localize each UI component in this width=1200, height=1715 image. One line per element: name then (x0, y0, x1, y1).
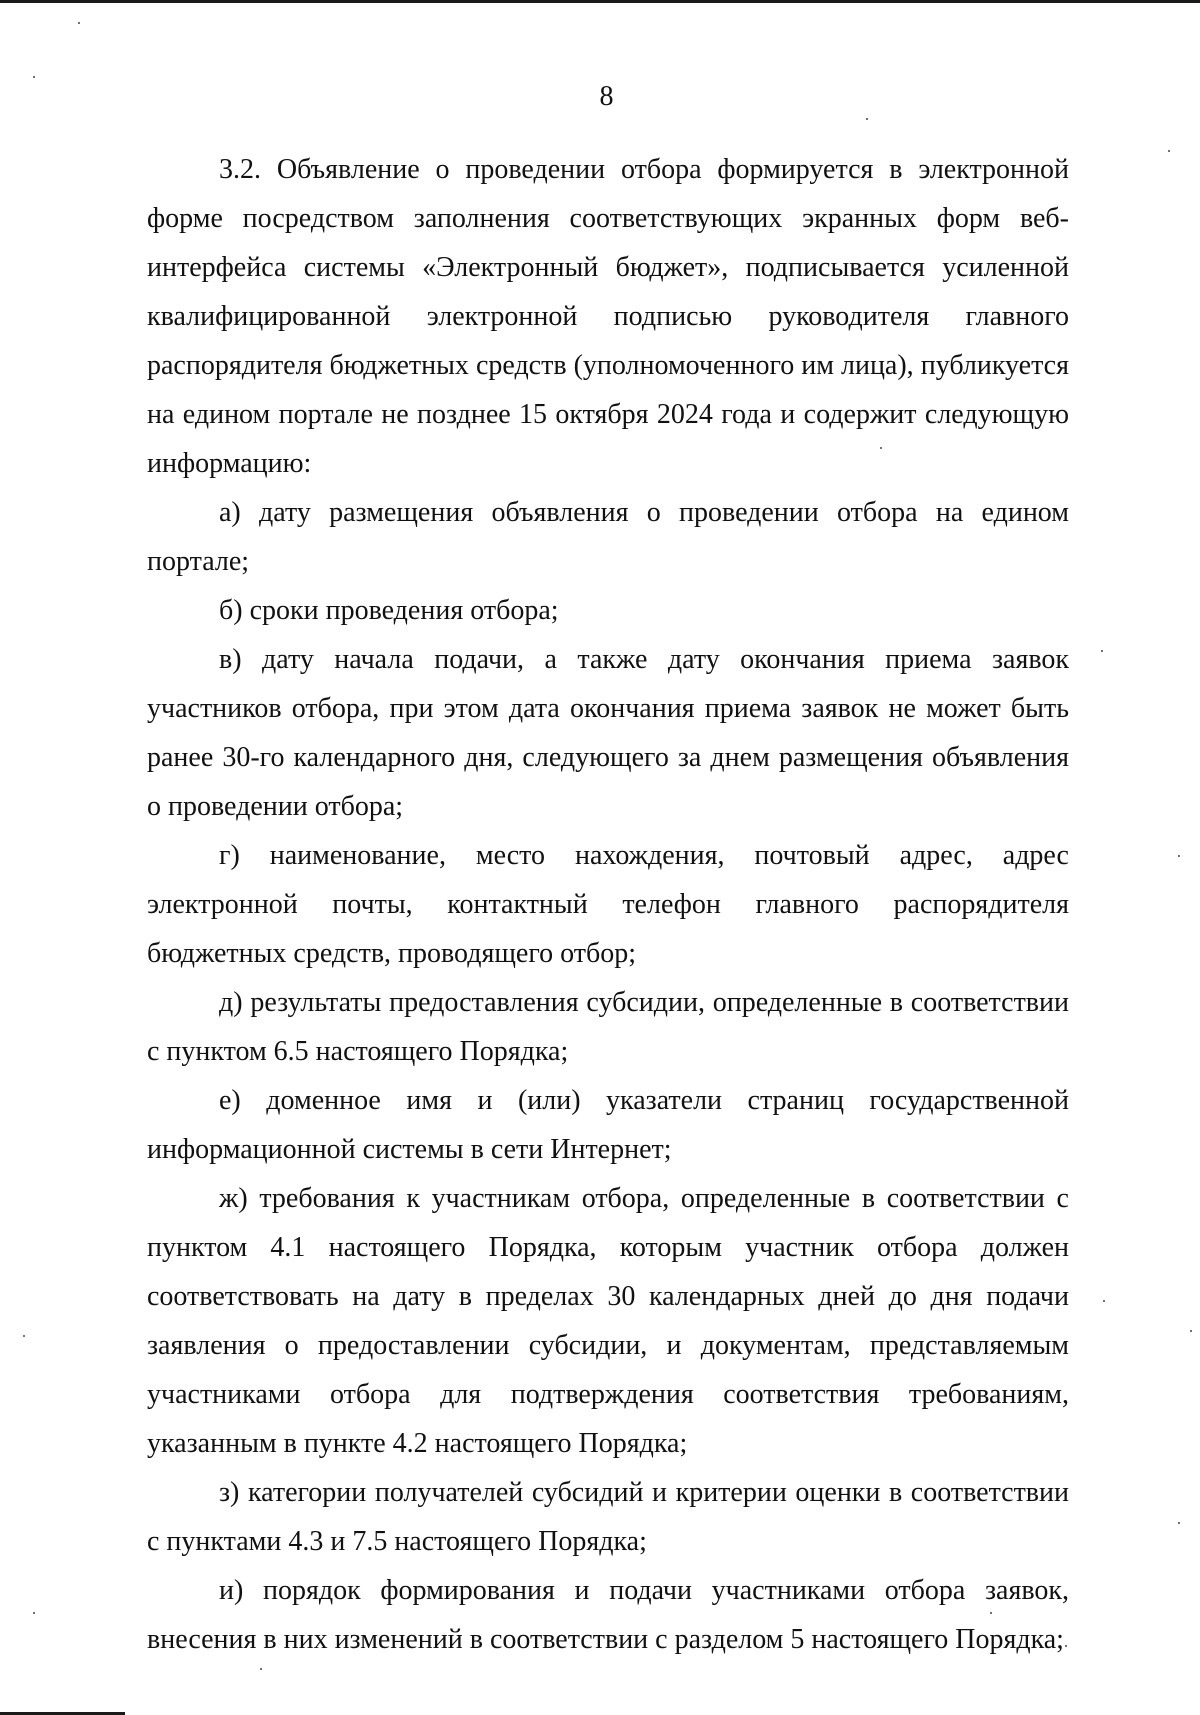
paragraph-item-i: и) порядок формирования и подачи участниками отбора заявок, внесения в них изменений в соответствии с разделом 5 настоящего Порядка; (147, 1575, 1069, 1655)
scan-speck (1103, 1300, 1105, 1302)
scan-speck (866, 118, 868, 120)
scan-speck (1190, 1330, 1192, 1332)
scan-speck (23, 1335, 25, 1337)
paragraph-item-g: г) наименование, место нахождения, почтовый адрес, адрес электронной почты, контактный телефон главного распорядителя бюджетных средств, проводящего отбор; (147, 840, 1069, 969)
paragraph-item-v: в) дату начала подачи, а также дату окончания приема заявок участников отбора, при этом дата окончания приема заявок не может быть ранее 30-го календарного дня, следующего за днем размещения объявления о проведении отбора; (147, 644, 1069, 822)
scan-speck (1178, 855, 1180, 857)
scan-speck (33, 76, 35, 78)
scan-speck (1065, 1645, 1067, 1647)
scan-speck (880, 447, 882, 449)
paragraph-item-z: з) категории получателей субсидий и критерии оценки в соответствии с пунктами 4.3 и 7.5 настоящего Порядка; (147, 1477, 1069, 1557)
scan-speck (1178, 1522, 1180, 1524)
scan-speck (78, 22, 80, 24)
paragraph-item-e: е) доменное имя и (или) указатели страниц государственной информационной системы в сети Интернет; (147, 1085, 1069, 1165)
scan-speck (1168, 150, 1170, 152)
paragraph-item-b: б) сроки проведения отбора; (219, 595, 559, 626)
paragraph-item-d: д) результаты предоставления субсидии, определенные в соответствии с пунктом 6.5 настоящего Порядка; (147, 987, 1069, 1067)
top-edge-rule (0, 0, 1200, 3)
scan-speck (260, 1668, 262, 1670)
page-number: 8 (599, 81, 614, 112)
scan-speck (1101, 650, 1103, 652)
scan-speck (990, 1612, 992, 1614)
paragraph-item-zh: ж) требования к участникам отбора, определенные в соответствии с пунктом 4.1 настоящего Порядка, которым участник отбора должен соответствовать на дату в пределах 30 календарных дней до дня подачи заявления о предоставлении субсидии, и документам, представляемым участниками отбора для подтверждения соответствия требованиям, указанным в пункте 4.2 настоящего Порядка; (147, 1183, 1069, 1459)
body-text (147, 145, 1069, 1664)
paragraph-3-2: 3.2. Объявление о проведении отбора формируется в электронной форме посредством заполнения соответствующих экранных форм веб-интерфейса системы «Электронный бюджет», подписывается усиленной квалифицированной электронной подписью руководителя главного распорядителя бюджетных средств (уполномоченного им лица), публикуется на едином портале не позднее 15 октября 2024 года и содержит следующую информацию: (147, 154, 1069, 479)
paragraph-item-a: а) дату размещения объявления о проведении отбора на едином портале; (147, 497, 1069, 577)
scan-speck (33, 1612, 35, 1614)
